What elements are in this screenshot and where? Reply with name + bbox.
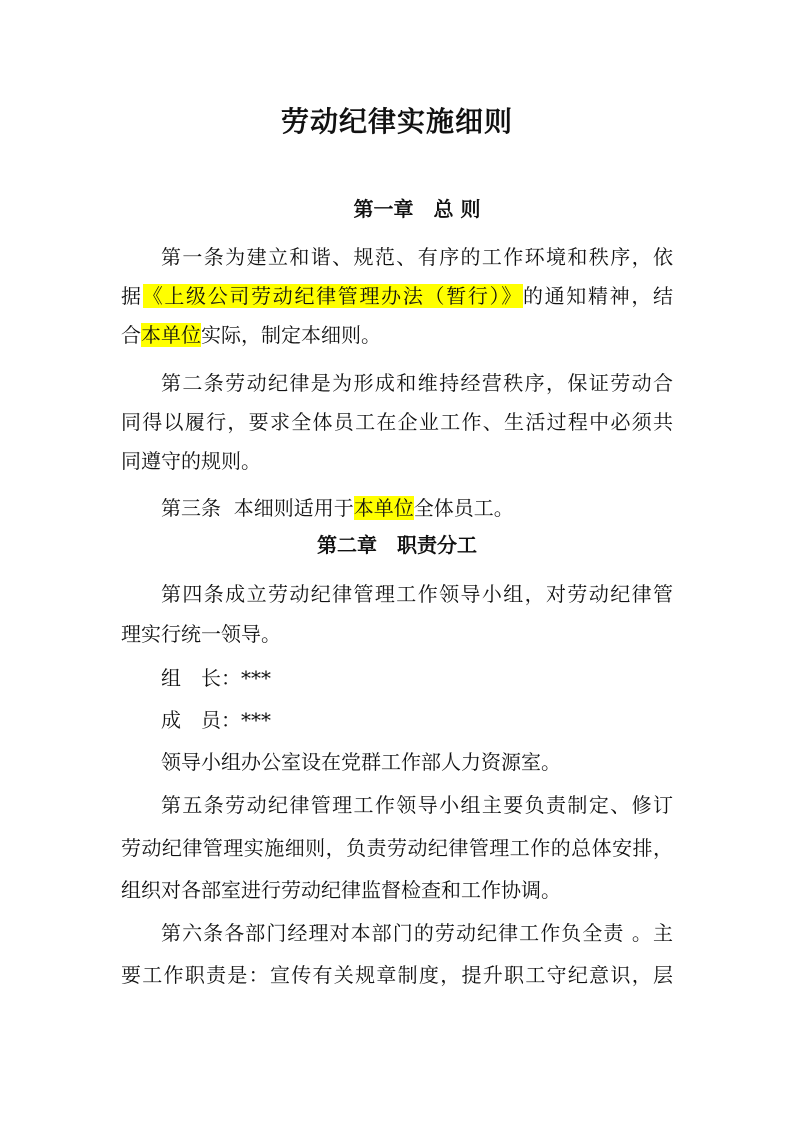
members-line: 成 员：***: [161, 708, 271, 732]
highlighted-regulation-title: 《上级公司劳动纪律管理办法（暂行）》: [142, 284, 523, 308]
article-1-line-3: [121, 318, 673, 352]
office-line: 领导小组办公室设在党群工作部人力资源室。: [161, 750, 561, 774]
article-5-line-3: 组织对各部室进行劳动纪律监督检查和工作协调。: [121, 878, 561, 902]
article-1-line-1: 第一条为建立和谐、规范、有序的工作环境和秩序，依: [161, 245, 673, 269]
article-3-pre: 第三条 本细则适用于: [161, 496, 354, 520]
chapter-2-heading: 第二章 职责分工: [317, 533, 477, 557]
article-1-line-2: [121, 279, 673, 313]
article-2-line-3: 同遵守的规则。: [121, 449, 261, 473]
article-6-line-2: 要工作职责是：宣传有关规章制度，提升职工守纪意识，层: [121, 963, 673, 987]
chapter-1-heading: 第一章 总 则: [353, 197, 481, 221]
article-2-line-1: 第二条劳动纪律是为形成和维持经营秩序，保证劳动合: [161, 371, 673, 395]
article-5-line-2: 劳动纪律管理实施细则，负责劳动纪律管理工作的总体安排，: [121, 836, 673, 860]
article-3-post: 全体员工。: [413, 496, 514, 520]
article-1-line-2-post: 的通知精神，结: [522, 284, 674, 308]
highlighted-unit-name-2: 本单位: [353, 496, 414, 520]
article-3: [161, 491, 673, 525]
article-4-line-2: 理实行统一领导。: [121, 622, 281, 646]
article-4-line-1: 第四条成立劳动纪律管理工作领导小组，对劳动纪律管: [161, 582, 673, 606]
leader-line: 组 长：***: [161, 666, 271, 690]
article-1-line-3-pre: 合: [121, 323, 141, 347]
article-1-line-2-pre: 据: [121, 284, 143, 308]
document-title: 劳动纪律实施细则: [280, 105, 513, 138]
article-1-line-3-post: 实际，制定本细则。: [201, 323, 381, 347]
article-6-line-1: 第六条各部门经理对本部门的劳动纪律工作负全责 。主: [161, 921, 673, 945]
article-2-line-2: 同得以履行，要求全体员工在企业工作、生活过程中必须共: [121, 410, 673, 434]
article-5-line-1: 第五条劳动纪律管理工作领导小组主要负责制定、修订: [161, 793, 673, 817]
highlighted-unit-name: 本单位: [141, 323, 201, 347]
